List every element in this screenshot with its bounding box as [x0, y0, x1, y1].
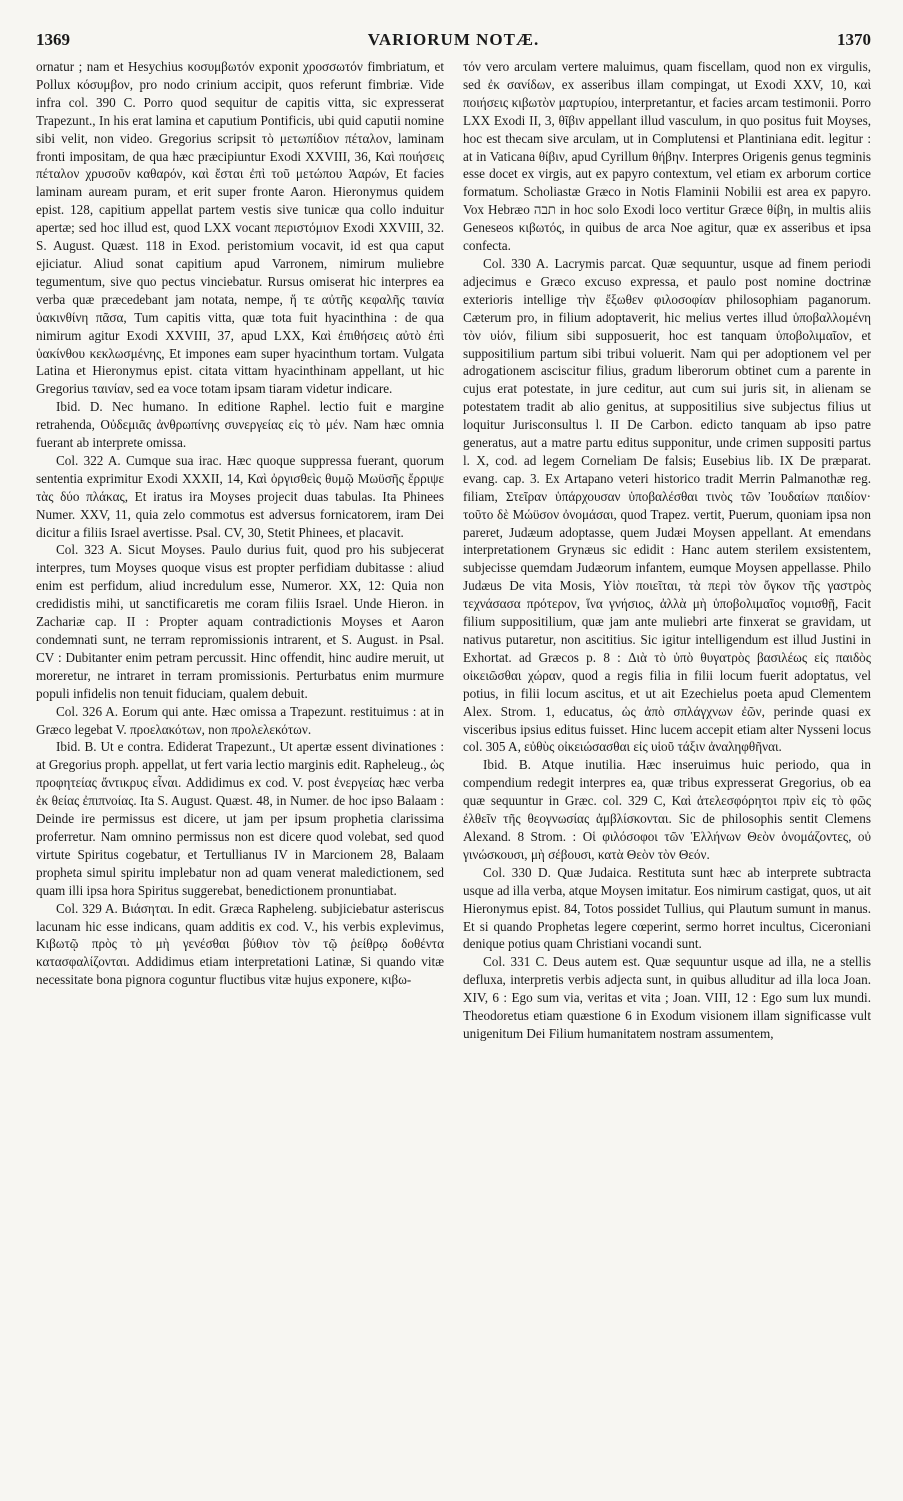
right-paragraph: Col. 331 C. Deus autem est. Quæ sequuntur usque ad illa, ne a stellis defluxa, interpretis verbis adjecta sunt, in quibus alluditur ad illa loca Joan. XIV, 6 : Ego sum via, veritas et vita ; Joan. VIII, 12 : Ego sum lux mundi. Theodoretus etiam quæstione 6 in Exodum visionem illam significasse vult unigenitum Dei Filium humanitatem nostram assumentem, — [463, 954, 871, 1041]
left-paragraph: Col. 326 A. Eorum qui ante. Hæc omissa a Trapezunt. restituimus : at in Græco legebat V. προελακότων, non προλελεκότων. — [36, 703, 444, 737]
page-number-right: 1370 — [836, 30, 871, 49]
running-header — [36, 30, 871, 54]
right-column — [463, 58, 871, 1043]
left-paragraph: ornatur ; nam et Hesychius κοσυμβωτόν exponit χροσσωτόν fimbriatum, et Pollux κόσυμβον, pro nodo crinium accipit, quos referunt fimbriæ. Vide infra col. 390 C. Porro quod sequitur de capitis vitta, sic expresserat Trapezunt., In his erat lamina et caputium Pontificis, ubi quid caputii nomine sibi velit, non video. Gregorius scripsit τὸ μετωπίδιον πέταλον, laminam fronti impositam, de qua hæc præcipiuntur Exodi XXVIII, 36, Καὶ ποιήσεις πέταλον χρυσοῦν καθαρόν, καὶ ἔσται ἐπὶ τοῦ μετώπου Ἀαρών, Et facies laminam auream puram, et erit super fronte Aaron. Hieronymus quidem epist. 128, capitium appellat partem vestis sive tunicæ qua collo induitur apertæ; sed hoc illud est, quod LXX vocant περιστόμιον Exodi XXVIII, 32. S. August. Quæst. 118 in Exod. peristomium vocavit, id est qua caput ejiciatur. Aliud sonat capitium apud Varronem, nimirum muliebre tegumentum, sive quo pectus vinciebatur. Rursus omiserat hic interpres ea verba quæ præcedebant jam notata, nempe, ἥ τε αὐτῆς κεφαλῆς ταινία ὑακινθίνη πᾶσα, Tum capitis vitta, quæ tota fuit hyacinthina : de qua nimirum agitur Exodi XXVIII, 37, apud LXX, Καὶ ἐπιθήσεις αὐτὸ ἐπὶ ὑακίνθου κεκλωσμένης, Et impones eam super hyacinthum tortam. Vulgata Latina et Hieronymus epist. citata vittam hyacinthinam appellant, ut hic Gregorius ταινίαν, sed ea voce totam ipsam tiaram videtur indicare. — [36, 59, 444, 397]
running-title: VARIORUM NOTÆ. — [367, 30, 540, 49]
right-paragraph: τόν vero arculam vertere maluimus, quam fiscellam, quod non ex virgulis, sed ἐκ σανίδων, ex asseribus illam compingat, ut Exodi XXV, 10, καὶ ποιήσεις κιβωτὸν μαρτυρίου, interpretantur, et facies arcam testimonii. Porro LXX Exodi II, 3, θῖβιν appellant illud vasculum, in quo positus fuit Moyses, hoc est thecam sive arculam, ut in Complutensi et Plantiniana edit. legitur : at in Vaticana θίβιν, apud Cyrillum θήβην. Interpres Origenis genus tegminis esse docet ex virgis, aut ex papyro contextum, vel etiam ex arborum cortice formatum. Scholiastæ Græco in Notis Flaminii Nobilii est area ex papyro. Vox Hebræo תבה in hoc solo Exodi loco vertitur Græce θίβη, in multis aliis Geneseos κιβωτός, in quibus de arca Noe agitur, quæ ex asseribus et ipsa confecta. — [463, 59, 872, 254]
left-paragraph: Col. 322 A. Cumque sua irac. Hæc quoque suppressa fuerant, quorum sententia exprimitur Exodi XXXII, 14, Καὶ ὀργισθεὶς θυμῷ Μωϋσῆς ἔρριψε τὰς δύο πλάκας, Et iratus ira Moyses projecit duas tabulas. Ita Phinees Numer. XXV, 11, quia zelo commotus est adversus fornicatorem, iram Dei dicitur a filiis Israel avertisse. Psal. CV, 30, Stetit Phinees, et placavit. — [36, 452, 444, 540]
right-paragraph: Col. 330 A. Lacrymis parcat. Quæ sequuntur, usque ad finem periodi adjecimus e Græco excuso expressa, et paulo post nomine doctrinæ exterioris intellige τὴν ἔξωθεν φιλοσοφίαν philosophiam paganorum. Cæterum pro, in filium adoptaverit, hic melius vertes illud ὑποβαλλομένη τὸν υἱόν, filium sibi supposuerit, hoc est tanquam ὑποβολιμαῖον, et suppositilium partum sibi tribui voluerit. Nam qui per adoptionem vel per adrogationem asciscitur filius, gradum liberorum obtinet cum a parente in cujus erat potestate, in jure ceditur, aut cum sui juris sit, in alienam se potestatem tradit ab alio genitus, at suppositilius sive subjectus filius ut loquitur Jurisconsultus l. II De Carbon. edicto tanquam ab ipso patre generatus, aut a matre partu editus supponitur, unde crimen suppositi partus l. X, cod. ad legem Corneliam De falsis; Eusebius lib. IX De præparat. evang. cap. 3. Ex Artapano veteri historico tradit Merrin Palmanothæ reg. filiam, Στεῖραν ὑπάρχουσαν ὑποβαλέσθαι τινὸς τῶν Ἰουδαίων παιδίον· τοῦτο δὲ Μώϋσον ὀνομάσαι, quod Trapez. vertit, Puerum, quoniam ipsa non pareret, Judæum adoptasse, quem Judæi Moysen appellant. At emendans interpretationem Grynæus sic edidit : Hanc autem sterilem exsistentem, subjecisse quemdam Judæorum infantem, eumque Moysen appellasse. Philo Judæus De vita Mosis, Υἱὸν ποιεῖται, τὰ περὶ τὸν ὄγκον τῆς γαστρὸς τεχνάσασα πρότερον, ἵνα γνήσιος, ἀλλὰ μὴ ὑποβολιμαῖος νομισθῇ, Facit filium suppositilium, quæ jam ante muliebri arte finxerat se gravidam, ut nativus putaretur, non ascititius. Sic igitur intelligendum est illud Justini in Exhortat. ad Græcos p. 8 : Διὰ τὸ ὑπὸ θυγατρὸς βασιλέως εἰς παιδὸς οἰκειῶσθαι χώραν, quod a regis filia in filii locum fuerit adoptatus, vel potius, in filii locum ascitus, et ut ait Ezechielus poeta apud Clementem Alex. Strom. 1, educatus, ὡς ἀπὸ σπλάγχνων ἐῶν, perinde quasi ex visceribus ipsius editus fuisset. Hinc lucem accepit etiam alter Nysseni locus col. 305 A, εὐθὺς οἰκειώσασθαι εἰς υἱοῦ τάξιν ἀναληφθῆναι. — [463, 255, 871, 755]
page-number-left: 1369 — [36, 30, 70, 49]
left-paragraph: Ibid. B. Ut e contra. Ediderat Trapezunt., Ut apertæ essent divinationes : at Gregorius proph. appellat, ut fert varia lectio marginis edit. Rapheleug., ὡς προφητείας ἄντικρυς εἶναι. Addidimus ex cod. V. post ἐνεργείας hæc verba ἐκ θείας ἐπιπνοίας. Ita S. August. Quæst. 48, in Numer. de hoc ipso Balaam : Deinde ire permissus est dicere, ut jam per ipsum prophetia clarissima proferretur. Nam omnino permissus non est dicere quod volebat, sed quod virtute Spiritus cogebatur, et Tertullianus IV in Marcionem 28, Balaam propheta simul spiritu implebatur non ad quam venerat maledictionem, sed quam illi ipsa hora Spiritus suggerebat, benedictionem pronuntiabat. — [36, 739, 444, 898]
text-columns — [36, 58, 871, 1043]
left-paragraph: Col. 323 A. Sicut Moyses. Paulo durius fuit, quod pro his subjecerat interpres, tum Moyses quoque visus est propter perfidiam dubitasse : aliud enim est perfidum, aliud incredulum esse, Numeror. XX, 12: Quia non credidistis mihi, ut sanctificaretis me coram filiis Israel. Unde Hieron. in Zachariæ cap. II : Propter aquam contradictionis Moyses et Aaron condemnati sunt, ne terram repromissionis intrarent, et S. August. in Psal. CV : Dubitanter enim petram percussit. Hinc offendit, hinc audire meruit, ut moreretur, ne intraret in terram promissionis. Perturbatus enim murmure populi infidelis non tenuit fiduciam, qualem debuit. — [36, 542, 444, 701]
right-paragraph: Col. 330 D. Quæ Judaica. Restituta sunt hæc ab interprete subtracta usque ad illa verba, atque Moysen imitatur. Eos nimirum castigat, quos, ut ait Hieronymus epist. 84, Totos possidet Tullius, qui Plautum sumunt in manus. Et si quando Prophetas legere cœperint, sermo horret incultus, Ciceroniani denique potius quam Christiani vocandi sunt. — [463, 864, 872, 952]
left-column — [36, 58, 444, 1043]
right-paragraph: Ibid. B. Atque inutilia. Hæc inseruimus huic periodo, qua in compendium redegit interpres ea, quæ tribus expresserat Gregorius, ob ea quæ sequuntur in Græc. col. 329 C, Καὶ ἀτελεσφόρητοι πρὶν εἰς τὸ φῶς ἐλθεῖν τῆς θεογνωσίας ἀμβλίσκονται. Sic de philosophis sentit Clemens Alexand. 8 Strom. : Οἱ φιλόσοφοι τῶν Ἑλλήνων Θεὸν ὀνομάζοντες, οὐ γινώσκουσι, μὴ σέβουσι, κατὰ Θεὸν τὸν Θεόν. — [463, 757, 871, 862]
left-paragraph: Col. 329 A. Βιάσηται. In edit. Græca Rapheleng. subjiciebatur asteriscus lacunam hic esse indicans, quam additis ex cod. V., his verbis explevimus, Κιβωτῷ πρὸς τὸ μὴ γενέσθαι βύθιον τὸν τῷ ῥείθρῳ δοθέντα κατασφαλίζονται. Addidimus etiam interpretationi Latinæ, Si quando vitæ necessitate bona pignora coguntur fluctibus vitæ hujus exponere, κιβω- — [36, 900, 444, 988]
left-paragraph: Ibid. D. Nec humano. In editione Raphel. lectio fuit e margine retrahenda, Οὐδεμιᾶς ἀνθρωπίνης συνεργείας εἰς τὸ μέν. Nam hæc omnia fuerant ab interprete omissa. — [36, 399, 444, 451]
